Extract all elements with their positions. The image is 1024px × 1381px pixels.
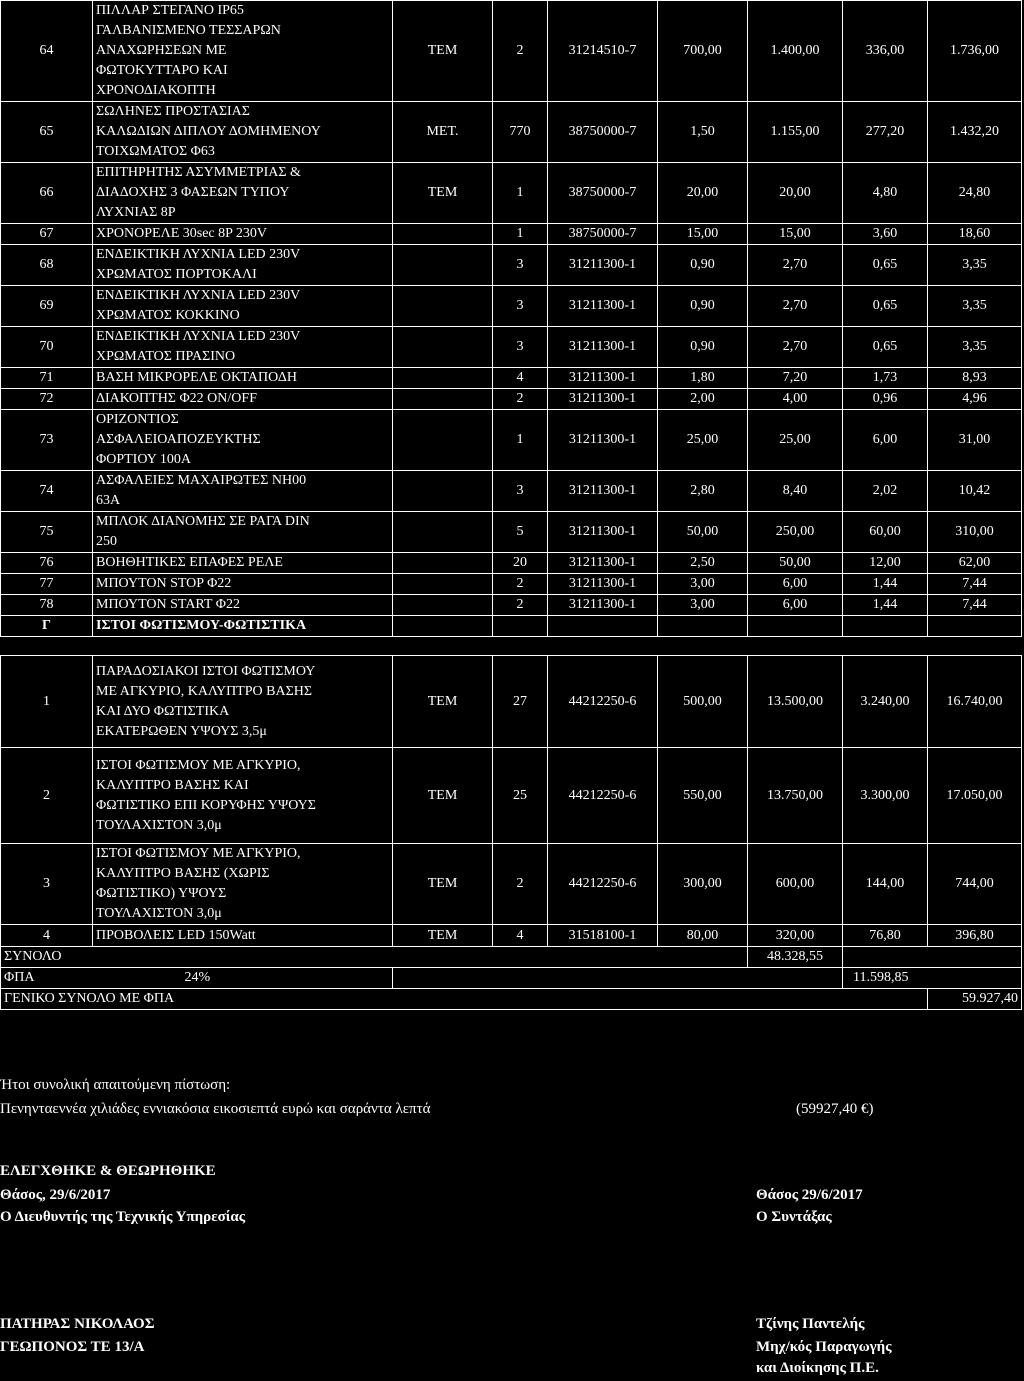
item-unit-price: 0,90 bbox=[658, 286, 748, 327]
left-date: Θάσος, 29/6/2017 bbox=[0, 1187, 111, 1203]
vat-label bbox=[1, 968, 393, 989]
item-cpv-code: 31211300-1 bbox=[548, 410, 658, 471]
item-number: 66 bbox=[1, 163, 93, 224]
item-description-line: ΜΠΛΟΚ ΔΙΑΝΟΜΗΣ ΣΕ ΡΑΓΑ DIN bbox=[96, 514, 310, 529]
item-cpv-code: 31214510-7 bbox=[548, 1, 658, 102]
table-row bbox=[1, 286, 1022, 327]
item-description bbox=[93, 410, 393, 471]
item-description-line: ΧΡΟΝΟΔΙΑΚΟΠΤΗ bbox=[96, 83, 216, 98]
item-quantity: 2 bbox=[493, 595, 548, 616]
item-description-line: ΒΟΗΘΗΤΙΚΕΣ ΕΠΑΦΕΣ ΡΕΛΕ bbox=[96, 555, 283, 570]
item-vat: 76,80 bbox=[843, 925, 928, 947]
item-unit-price: 500,00 bbox=[658, 656, 748, 748]
item-gross: 4,96 bbox=[928, 389, 1022, 410]
item-unit-price: 2,50 bbox=[658, 553, 748, 574]
table-row bbox=[1, 102, 1022, 163]
item-unit bbox=[393, 410, 493, 471]
item-unit: ΤΕΜ bbox=[393, 748, 493, 844]
item-gross: 17.050,00 bbox=[928, 748, 1022, 844]
item-unit bbox=[393, 286, 493, 327]
item-description-line: ΕΠΙΤΗΡΗΤΗΣ ΑΣΥΜΜΕΤΡΙΑΣ & bbox=[96, 165, 301, 180]
item-total: 4,00 bbox=[748, 389, 843, 410]
item-vat: 336,00 bbox=[843, 1, 928, 102]
item-description bbox=[93, 553, 393, 574]
item-gross: 3,35 bbox=[928, 327, 1022, 368]
item-unit bbox=[393, 389, 493, 410]
item-description-line: ΙΣΤΟΙ ΦΩΤΙΣΜΟΥ ΜΕ ΑΓΚΥΡΙΟ, bbox=[96, 846, 301, 861]
item-gross: 1.432,20 bbox=[928, 102, 1022, 163]
left-title: ΓΕΩΠΟΝΟΣ ΤΕ 13/Α bbox=[0, 1339, 145, 1355]
item-description bbox=[93, 844, 393, 925]
item-description-line: ΕΚΑΤΕΡΩΘΕΝ ΥΨΟΥΣ 3,5μ bbox=[96, 723, 267, 739]
item-number: 70 bbox=[1, 327, 93, 368]
item-unit: ΤΕΜ bbox=[393, 656, 493, 748]
item-vat: 1,73 bbox=[843, 368, 928, 389]
item-gross: 7,44 bbox=[928, 595, 1022, 616]
item-quantity: 25 bbox=[493, 748, 548, 844]
item-description-line: ΚΑΙ ΔΥΟ ΦΩΤΙΣΤΙΚΑ bbox=[96, 703, 230, 719]
item-vat: 6,00 bbox=[843, 410, 928, 471]
item-total: 1.400,00 bbox=[748, 1, 843, 102]
item-description-line: ΦΩΤΙΣΤΙΚΟ) ΥΨΟΥΣ bbox=[96, 886, 227, 901]
left-name: ΠΑΤΗΡΑΣ ΝΙΚΟΛΑΟΣ bbox=[0, 1316, 155, 1332]
item-description bbox=[93, 574, 393, 595]
item-vat: 60,00 bbox=[843, 512, 928, 553]
item-description bbox=[93, 925, 393, 947]
item-unit-price: 15,00 bbox=[658, 224, 748, 245]
item-quantity: 2 bbox=[493, 1, 548, 102]
item-quantity: 2 bbox=[493, 844, 548, 925]
item-unit-price: 300,00 bbox=[658, 844, 748, 925]
item-quantity: 3 bbox=[493, 327, 548, 368]
item-total: 50,00 bbox=[748, 553, 843, 574]
item-cpv-code: 38750000-7 bbox=[548, 224, 658, 245]
section-header bbox=[1, 616, 1022, 656]
item-quantity: 5 bbox=[493, 512, 548, 553]
item-description bbox=[93, 102, 393, 163]
left-role: Ο Διευθυντής της Τεχνικής Υπηρεσίας bbox=[0, 1209, 246, 1225]
item-description-line: ΧΡΟΝΟΡΕΛΕ 30sec 8P 230V bbox=[96, 226, 268, 241]
item-cpv-code: 31518100-1 bbox=[548, 925, 658, 947]
item-gross: 7,44 bbox=[928, 574, 1022, 595]
item-unit: ΤΕΜ bbox=[393, 1, 493, 102]
right-name: Τζίνης Παντελής bbox=[756, 1316, 865, 1332]
item-total: 250,00 bbox=[748, 512, 843, 553]
item-quantity: 3 bbox=[493, 286, 548, 327]
item-description-line: ΚΑΛΥΠΤΡΟ ΒΑΣΗΣ ΚΑΙ bbox=[96, 777, 249, 793]
item-vat: 0,65 bbox=[843, 245, 928, 286]
item-gross: 8,93 bbox=[928, 368, 1022, 389]
item-unit bbox=[393, 574, 493, 595]
item-description-line: ΕΝΔΕΙΚΤΙΚΗ ΛΥΧΝΙΑ LED 230V bbox=[96, 329, 301, 344]
item-description-line: ΕΝΔΕΙΚΤΙΚΗ ΛΥΧΝΙΑ LED 230V bbox=[96, 247, 301, 262]
table-body-items bbox=[1, 1, 1022, 616]
item-description-line: ΙΣΤΟΙ ΦΩΤΙΣΜΟΥ ΜΕ ΑΓΚΥΡΙΟ, bbox=[96, 757, 301, 773]
right-title-2: και Διοίκησης Π.Ε. bbox=[756, 1360, 879, 1376]
item-gross: 16.740,00 bbox=[928, 656, 1022, 748]
item-cpv-code: 31211300-1 bbox=[548, 245, 658, 286]
table-row bbox=[1, 245, 1022, 286]
item-number: 75 bbox=[1, 512, 93, 553]
item-quantity: 1 bbox=[493, 410, 548, 471]
item-quantity: 3 bbox=[493, 245, 548, 286]
item-vat: 1,44 bbox=[843, 595, 928, 616]
item-gross: 3,35 bbox=[928, 286, 1022, 327]
item-total: 6,00 bbox=[748, 574, 843, 595]
item-description-line: ΑΣΦΑΛΕΙΟΑΠΟΖΕΥΚΤΗΣ bbox=[96, 432, 261, 447]
item-unit: ΤΕΜ bbox=[393, 925, 493, 947]
note-amount: (59927,40 €) bbox=[796, 1101, 874, 1117]
item-description-line: ΜΕ ΑΓΚΥΡΙΟ, ΚΑΛΥΠΤΡΟ ΒΑΣΗΣ bbox=[96, 683, 312, 699]
item-gross: 18,60 bbox=[928, 224, 1022, 245]
right-role: Ο Συντάξας bbox=[756, 1209, 832, 1225]
item-vat: 1,44 bbox=[843, 574, 928, 595]
item-unit-price: 0,90 bbox=[658, 245, 748, 286]
item-description bbox=[93, 163, 393, 224]
item-number: 64 bbox=[1, 1, 93, 102]
item-description bbox=[93, 471, 393, 512]
item-unit bbox=[393, 368, 493, 389]
table-row bbox=[1, 163, 1022, 224]
item-description-line: ΜΠΟΥΤΟΝ START Φ22 bbox=[96, 597, 240, 612]
table-row bbox=[1, 553, 1022, 574]
table-row bbox=[1, 1, 1022, 102]
item-description-line: ΦΩΤΟΚΥΤΤΑΡΟ ΚΑΙ bbox=[96, 63, 228, 78]
item-unit bbox=[393, 471, 493, 512]
item-description-line: ΤΟΥΛΑΧΙΣΤΟΝ 3,0μ bbox=[96, 817, 222, 833]
item-unit-price: 550,00 bbox=[658, 748, 748, 844]
table-row bbox=[1, 925, 1022, 947]
item-description-line: ΑΣΦΑΛΕΙΕΣ ΜΑΧΑΙΡΩΤΕΣ ΝΗ00 bbox=[96, 473, 307, 488]
note-line-1: Ήτοι συνολική απαιτούμενη πίστωση: bbox=[0, 1077, 231, 1093]
item-unit-price: 3,00 bbox=[658, 574, 748, 595]
item-unit-price: 50,00 bbox=[658, 512, 748, 553]
item-description-line: ΚΑΛΩΔΙΩΝ ΔΙΠΛΟΥ ΔΟΜΗΜΕΝΟΥ bbox=[96, 124, 321, 139]
table-row bbox=[1, 595, 1022, 616]
item-description-line: ΧΡΩΜΑΤΟΣ ΚΟΚΚΙΝΟ bbox=[96, 308, 240, 323]
grand-total-value: 59.927,40 bbox=[928, 989, 1022, 1010]
total-label: ΣΥΝΟΛΟ bbox=[1, 947, 748, 968]
item-unit: ΤΕΜ bbox=[393, 844, 493, 925]
item-cpv-code: 31211300-1 bbox=[548, 595, 658, 616]
item-cpv-code: 31211300-1 bbox=[548, 553, 658, 574]
item-description-line: ΚΑΛΥΠΤΡΟ ΒΑΣΗΣ (ΧΩΡΙΣ bbox=[96, 866, 270, 881]
item-description-line: ΒΑΣΗ ΜΙΚΡΟΡΕΛΕ ΟΚΤΑΠΟΔΗ bbox=[96, 370, 297, 385]
item-description bbox=[93, 245, 393, 286]
item-vat: 0,96 bbox=[843, 389, 928, 410]
item-unit bbox=[393, 553, 493, 574]
item-vat: 0,65 bbox=[843, 286, 928, 327]
item-total: 13.500,00 bbox=[748, 656, 843, 748]
item-unit bbox=[393, 595, 493, 616]
item-number: 65 bbox=[1, 102, 93, 163]
item-cpv-code: 31211300-1 bbox=[548, 471, 658, 512]
item-number: 1 bbox=[1, 656, 93, 748]
item-number: 76 bbox=[1, 553, 93, 574]
item-number: 73 bbox=[1, 410, 93, 471]
item-description-line: ΑΝΑΧΩΡΗΣΕΩΝ ΜΕ bbox=[96, 43, 227, 58]
item-total: 2,70 bbox=[748, 327, 843, 368]
item-description bbox=[93, 512, 393, 553]
item-vat: 4,80 bbox=[843, 163, 928, 224]
item-unit bbox=[393, 512, 493, 553]
table-row bbox=[1, 327, 1022, 368]
right-title-1: Μηχ/κός Παραγωγής bbox=[756, 1339, 892, 1355]
summary-rows bbox=[1, 947, 1022, 1010]
item-description bbox=[93, 389, 393, 410]
item-quantity: 20 bbox=[493, 553, 548, 574]
item-unit-price: 80,00 bbox=[658, 925, 748, 947]
item-total: 320,00 bbox=[748, 925, 843, 947]
item-description-line: ΜΠΟΥΤΟΝ STOP Φ22 bbox=[96, 576, 232, 591]
item-vat: 277,20 bbox=[843, 102, 928, 163]
item-description-line: ΦΩΤΙΣΤΙΚΟ ΕΠΙ ΚΟΡΥΦΗΣ ΥΨΟΥΣ bbox=[96, 797, 316, 813]
item-quantity: 27 bbox=[493, 656, 548, 748]
item-total: 15,00 bbox=[748, 224, 843, 245]
item-description bbox=[93, 1, 393, 102]
item-unit: ΜΕΤ. bbox=[393, 102, 493, 163]
item-total: 600,00 bbox=[748, 844, 843, 925]
table-row bbox=[1, 224, 1022, 245]
total-value: 48.328,55 bbox=[748, 947, 843, 968]
item-gross: 10,42 bbox=[928, 471, 1022, 512]
item-gross: 1.736,00 bbox=[928, 1, 1022, 102]
item-unit-price: 2,80 bbox=[658, 471, 748, 512]
item-total: 20,00 bbox=[748, 163, 843, 224]
item-quantity: 2 bbox=[493, 389, 548, 410]
table-body-poles bbox=[1, 656, 1022, 947]
item-unit bbox=[393, 224, 493, 245]
item-description-line: ΕΝΔΕΙΚΤΙΚΗ ΛΥΧΝΙΑ LED 230V bbox=[96, 288, 301, 303]
item-description bbox=[93, 224, 393, 245]
item-description-line: ΟΡΙΖΟΝΤΙΟΣ bbox=[96, 412, 179, 427]
item-description bbox=[93, 748, 393, 844]
grand-total-label: ΓΕΝΙΚΟ ΣΥΝΟΛΟ ΜΕ ΦΠΑ bbox=[1, 989, 928, 1010]
item-cpv-code: 31211300-1 bbox=[548, 327, 658, 368]
item-description-line: ΧΡΩΜΑΤΟΣ ΠΟΡΤΟΚΑΛΙ bbox=[96, 267, 257, 282]
table-row bbox=[1, 368, 1022, 389]
item-gross: 24,80 bbox=[928, 163, 1022, 224]
item-cpv-code: 31211300-1 bbox=[548, 389, 658, 410]
right-date: Θάσος 29/6/2017 bbox=[756, 1187, 863, 1203]
vat-value: 11.598,85 bbox=[843, 968, 1022, 989]
item-unit-price: 0,90 bbox=[658, 327, 748, 368]
item-description-line: ΠΙΛΛΑΡ ΣΤΕΓΑΝΟ IP65 bbox=[96, 3, 244, 18]
item-description bbox=[93, 656, 393, 748]
item-vat: 12,00 bbox=[843, 553, 928, 574]
item-number: 68 bbox=[1, 245, 93, 286]
vat-label-text: ΦΠΑ bbox=[4, 970, 35, 985]
section-title: ΙΣΤΟΙ ΦΩΤΙΣΜΟΥ-ΦΩΤΙΣΤΙΚΑ bbox=[93, 616, 393, 637]
item-description-line: 250 bbox=[96, 534, 117, 549]
item-unit-price: 20,00 bbox=[658, 163, 748, 224]
item-number: 71 bbox=[1, 368, 93, 389]
item-number: 77 bbox=[1, 574, 93, 595]
item-quantity: 3 bbox=[493, 471, 548, 512]
item-gross: 310,00 bbox=[928, 512, 1022, 553]
item-quantity: 4 bbox=[493, 368, 548, 389]
section-code: Γ bbox=[1, 616, 93, 637]
item-cpv-code: 38750000-7 bbox=[548, 163, 658, 224]
item-gross: 62,00 bbox=[928, 553, 1022, 574]
item-description-line: ΤΟΙΧΩΜΑΤΟΣ Φ63 bbox=[96, 144, 215, 159]
item-description-line: ΠΡΟΒΟΛΕΙΣ LED 150Watt bbox=[96, 927, 256, 943]
item-description-line: ΦΟΡΤΙΟΥ 100Α bbox=[96, 452, 191, 467]
item-description-line: ΧΡΩΜΑΤΟΣ ΠΡΑΣΙΝΟ bbox=[96, 349, 236, 364]
item-description-line: ΛΥΧΝΙΑΣ 8Ρ bbox=[96, 205, 176, 220]
item-description bbox=[93, 327, 393, 368]
item-number: 74 bbox=[1, 471, 93, 512]
item-unit bbox=[393, 327, 493, 368]
item-number: 4 bbox=[1, 925, 93, 947]
item-quantity: 1 bbox=[493, 224, 548, 245]
item-quantity: 2 bbox=[493, 574, 548, 595]
item-unit bbox=[393, 245, 493, 286]
table-row bbox=[1, 512, 1022, 553]
item-quantity: 770 bbox=[493, 102, 548, 163]
item-total: 8,40 bbox=[748, 471, 843, 512]
item-unit-price: 1,80 bbox=[658, 368, 748, 389]
note-line-2: Πενηνταεννέα χιλιάδες εννιακόσια εικοσιεπτά ευρώ και σαράντα λεπτά bbox=[0, 1101, 431, 1117]
item-quantity: 4 bbox=[493, 925, 548, 947]
item-total: 25,00 bbox=[748, 410, 843, 471]
item-unit-price: 2,00 bbox=[658, 389, 748, 410]
item-cpv-code: 31211300-1 bbox=[548, 512, 658, 553]
item-cpv-code: 31211300-1 bbox=[548, 574, 658, 595]
item-number: 72 bbox=[1, 389, 93, 410]
item-number: 69 bbox=[1, 286, 93, 327]
table-row bbox=[1, 389, 1022, 410]
item-description-line: ΔΙΑΚΟΠΤΗΣ Φ22 ON/OFF bbox=[96, 391, 257, 406]
item-number: 3 bbox=[1, 844, 93, 925]
item-cpv-code: 44212250-6 bbox=[548, 748, 658, 844]
table-row bbox=[1, 410, 1022, 471]
item-vat: 3.240,00 bbox=[843, 656, 928, 748]
item-vat: 3,60 bbox=[843, 224, 928, 245]
item-total: 2,70 bbox=[748, 245, 843, 286]
item-total: 13.750,00 bbox=[748, 748, 843, 844]
item-total: 1.155,00 bbox=[748, 102, 843, 163]
table-row bbox=[1, 748, 1022, 844]
item-unit: ΤΕΜ bbox=[393, 163, 493, 224]
item-description-line: ΣΩΛΗΝΕΣ ΠΡΟΣΤΑΣΙΑΣ bbox=[96, 104, 250, 119]
vat-rate: 24% bbox=[184, 970, 211, 985]
item-unit-price: 1,50 bbox=[658, 102, 748, 163]
item-description-line: ΓΑΛΒΑΝΙΣΜΕΝΟ ΤΕΣΣΑΡΩΝ bbox=[96, 23, 281, 38]
item-vat: 144,00 bbox=[843, 844, 928, 925]
table-row bbox=[1, 844, 1022, 925]
item-vat: 0,65 bbox=[843, 327, 928, 368]
item-description bbox=[93, 368, 393, 389]
item-total: 2,70 bbox=[748, 286, 843, 327]
item-cpv-code: 31211300-1 bbox=[548, 368, 658, 389]
item-unit-price: 700,00 bbox=[658, 1, 748, 102]
item-description bbox=[93, 595, 393, 616]
item-quantity: 1 bbox=[493, 163, 548, 224]
item-cpv-code: 38750000-7 bbox=[548, 102, 658, 163]
item-description-line: ΤΟΥΛΑΧΙΣΤΟΝ 3,0μ bbox=[96, 906, 222, 921]
item-number: 67 bbox=[1, 224, 93, 245]
table-row bbox=[1, 471, 1022, 512]
item-gross: 3,35 bbox=[928, 245, 1022, 286]
item-cpv-code: 44212250-6 bbox=[548, 844, 658, 925]
item-description-line: ΔΙΑΔΟΧΗΣ 3 ΦΑΣΕΩΝ ΤΥΠΟΥ bbox=[96, 185, 290, 200]
item-number: 78 bbox=[1, 595, 93, 616]
item-cpv-code: 44212250-6 bbox=[548, 656, 658, 748]
item-description bbox=[93, 286, 393, 327]
item-vat: 3.300,00 bbox=[843, 748, 928, 844]
item-gross: 744,00 bbox=[928, 844, 1022, 925]
item-description-line: 63Α bbox=[96, 493, 121, 508]
item-unit-price: 25,00 bbox=[658, 410, 748, 471]
item-description-line: ΠΑΡΑΔΟΣΙΑΚΟΙ ΙΣΤΟΙ ΦΩΤΙΣΜΟΥ bbox=[96, 663, 316, 679]
item-gross: 396,80 bbox=[928, 925, 1022, 947]
item-number: 2 bbox=[1, 748, 93, 844]
item-total: 6,00 bbox=[748, 595, 843, 616]
item-cpv-code: 31211300-1 bbox=[548, 286, 658, 327]
table-row bbox=[1, 656, 1022, 748]
item-total: 7,20 bbox=[748, 368, 843, 389]
item-vat: 2,02 bbox=[843, 471, 928, 512]
item-gross: 31,00 bbox=[928, 410, 1022, 471]
table-row bbox=[1, 574, 1022, 595]
item-unit-price: 3,00 bbox=[658, 595, 748, 616]
checked-label: ΕΛΕΓΧΘΗΚΕ & ΘΕΩΡΗΘΗΚΕ bbox=[0, 1163, 216, 1179]
